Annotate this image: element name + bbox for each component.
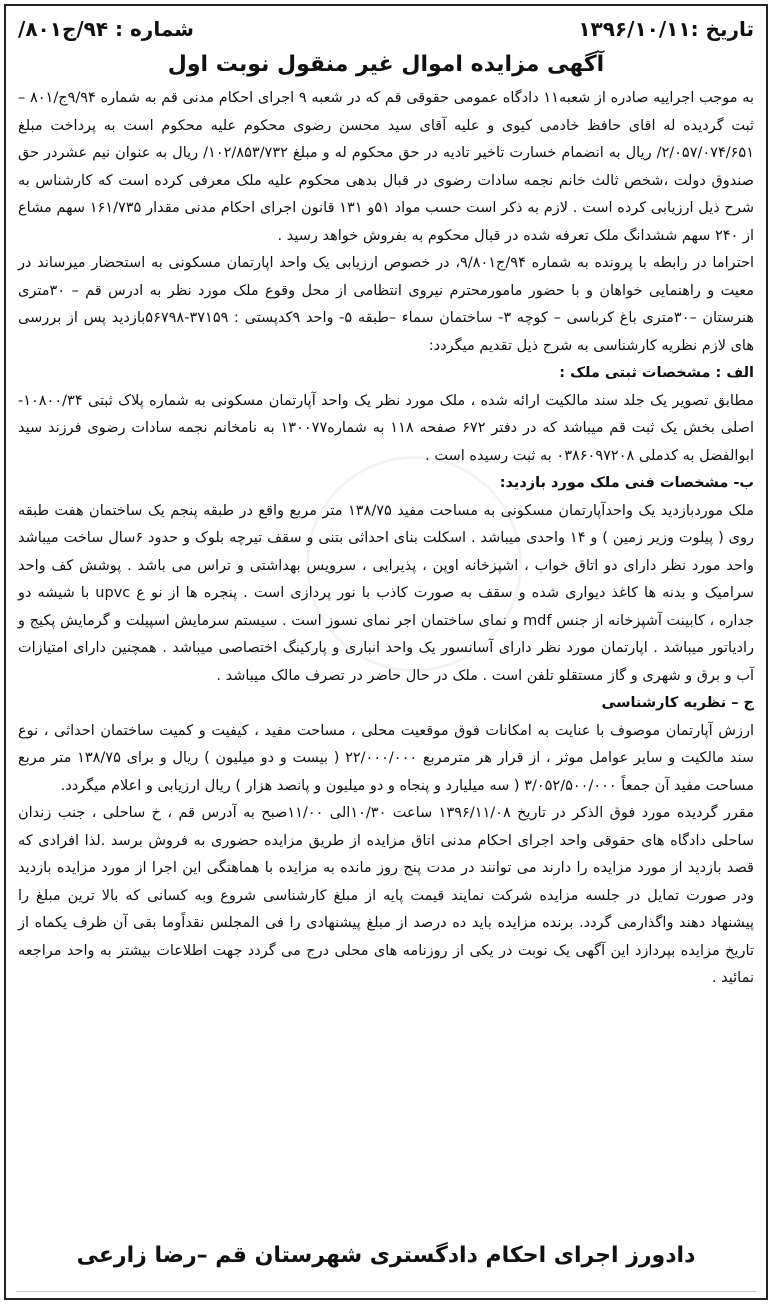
bottom-divider xyxy=(16,1291,756,1292)
section-b-paragraph: ملک موردبازدید یک واحدآپارتمان مسکونی به مساحت مفید ۱۳۸/۷۵ متر مربع واقع در طبقه پنجم یک ساختمان هفت طبقه روی ( پیلوت وزیر زمین ) و ۱۴ واحدی میباشد . اسکلت بنای احداثی بتنی و سقف تیرچه بلوک و حدود ۶سال ساخت میباشد واحد مورد نظر دارای دو اتاق خواب ، اشپزخانه اوپن ، پذیرایی ، سرویس بهداشتی و تراس می باشد . پوشش کف واحد سرامیک و بدنه ها کاغذ دیواری شده و سقف به صورت کاذب با نور پردازی است . پنجره ها از نو ع upvc با شیشه دو جداره ، کابینت آشپزخانه از جنس mdf و نمای ساختمان اجر نمای نسوز است . سیستم سرمایش اسپیلت و گرمایش پکیج و رادیاتور میباشد . اپارتمان مورد نظر دارای آسانسور یک واحد انباری و پارکینگ اختصاصی میباشد . همچنین دارای امتیازات آب و برق و شهری و گاز مستقلو تلفن است . ملک در حال حاضر در تصرف مالک میباشد . xyxy=(18,502,755,684)
section-c-paragraph: ارزش آپارتمان موصوف با عنایت به امکانات فوق موقعیت محلی ، مساحت مفید ، کیفیت و کمیت ساختمان احداثی ، نوع سند مالکیت و سایر عوامل موثر ، از قرار هر مترمربع ۲۲/۰۰۰/۰۰۰ ( بیست و دو میلیون ) ریال و برای ۱۳۸/۷۵ متر مربع مساحت مفید آن جمعاً ۳/۰۵۲/۵۰۰/۰۰۰ ( سه میلیارد و پنجاه و دو میلیون و پانصد هزار ) ریال ارزیابی و اعلام میگردد. xyxy=(18,722,754,794)
notice-date: تاریخ :۱۳۹۶/۱۰/۱۱ xyxy=(578,17,754,41)
signature: دادورز اجرای احکام دادگستری شهرستان قم –رضا زارعی xyxy=(76,1243,696,1268)
section-c-title: ج – نظریه کارشناسی xyxy=(601,695,754,711)
section-b-title: ب- مشخصات فنی ملک مورد بازدید: xyxy=(499,475,754,491)
notice-title: آگهی مزایده اموال غیر منقول نوبت اول xyxy=(167,52,605,77)
notice-page xyxy=(4,4,768,1300)
auction-paragraph: مقرر گردیده مورد فوق الذکر در تاریخ ۱۳۹۶/۱۱/۰۸ ساعت ۱۰/۳۰الی ۱۱/۰۰صبح به آدرس قم ، خ ساحلی ، جنب زندان ساحلی دادگاه های حقوقی واحد اجرای احکام مدنی اتاق مزایده از طریق مزایده حضوری به فروش برسد .لذا افرادی که قصد بازدید از مورد مزایده را دارند می توانند در مدت پنج روز مانده به مزایده با هماهنگی این اجرا از مورد مزایده بازدید ودر صورت تمایل در جلسه مزایده شرکت نمایند قیمت پایه از مبلغ کارشناسی شروع وبه کسانی که بالا ترین مبلغ را پیشنهاد دهند واگذارمی گردد. برنده مزایده باید ده درصد از مبلغ پیشنهادی را فی المجلس نقداًوما بقی آن ظرف یکماه از تاریخ مزایده بپردازد این آگهی یک نوبت در یکی از روزنامه های محلی درج می گردد جهت اطلاعات بیشتر به واحد مراجعه نمائید . xyxy=(18,805,754,986)
notice-number: شماره : ۹۴/ج۸۰۱/ xyxy=(18,17,194,41)
section-a-paragraph: مطابق تصویر یک جلد سند مالکیت ارائه شده ، ملک مورد نظر یک واحد آپارتمان مسکونی به شماره پلاک ثبتی ۱۰۸۰۰/۳۴- اصلی بخش یک ثبت قم میباشد که در دفتر ۶۷۲ صفحه ۱۱۸ به شماره۱۳۰۰۷۷ به نامخانم نجمه سادات رضوی فرزند سید ابوالفضل به کدملی ۰۳۸۶۰۹۷۲۰۸ به ثبت رسیده است . xyxy=(18,392,755,464)
respect-paragraph: احتراما در رابطه با پرونده به شماره ۹۴/ج۹/۸۰۱، در خصوص ارزیابی یک واحد اپارتمان مسکونی به استحضار میرساند در معیت و راهنمایی خواهان و با حضور مامورمحترم نیروی انتظامی از محل وقوع ملک مورد نظر به ادرس قم – ۳۰متری هنرستان –۳۰متری باغ کرباسی – کوچه ۳- ساختمان سماء –طبقه ۵- واحد ۹کدپستی : ۳۷۱۵۹-۵۶۷۹۸بازدید پس از بررسی های لازم نظریه کارشناسی به شرح ذیل تقدیم میگردد: xyxy=(18,255,754,354)
watermark-seal xyxy=(306,456,522,672)
intro-paragraph: به موجب اجراییه صادره از شعبه۱۱ دادگاه عمومی حقوقی قم که در شعبه ۹ اجرای احکام مدنی قم به شماره ۹/۹۴ج/۸۰۱ – ثبت گردیده له اقای حافظ خادمی کیوی و علیه آقای سید محسن رضوی محکوم علیه محکوم است به پرداخت مبلغ ۲/۰۵۷/۰۷۴/۶۵۱/ ریال به انضمام خسارت تاخیر تادیه در حق محکوم له و مبلغ ۱۰۲/۸۵۳/۷۳۲/ ریال به عنوان نیم عشردر حق صندوق دولت ،شخص ثالث خانم نجمه سادات رضوی در قبال بدهی محکوم علیه ملک معرفی کرده است که کارشناس به شرح ذیل ارزیابی کرده است . لازم به ذکر است حسب مواد ۵۱و ۱۳۱ قانون اجرای احکام مدنی مقدار ۱۶۱/۷۳۵ سهم مشاع از ۲۴۰ سهم ششدانگ ملک تعرفه شده در قبال محکوم به بفروش خواهد رسید . xyxy=(18,90,755,244)
section-a-title: الف : مشخصات ثبتی ملک : xyxy=(559,365,754,381)
header xyxy=(18,12,754,46)
